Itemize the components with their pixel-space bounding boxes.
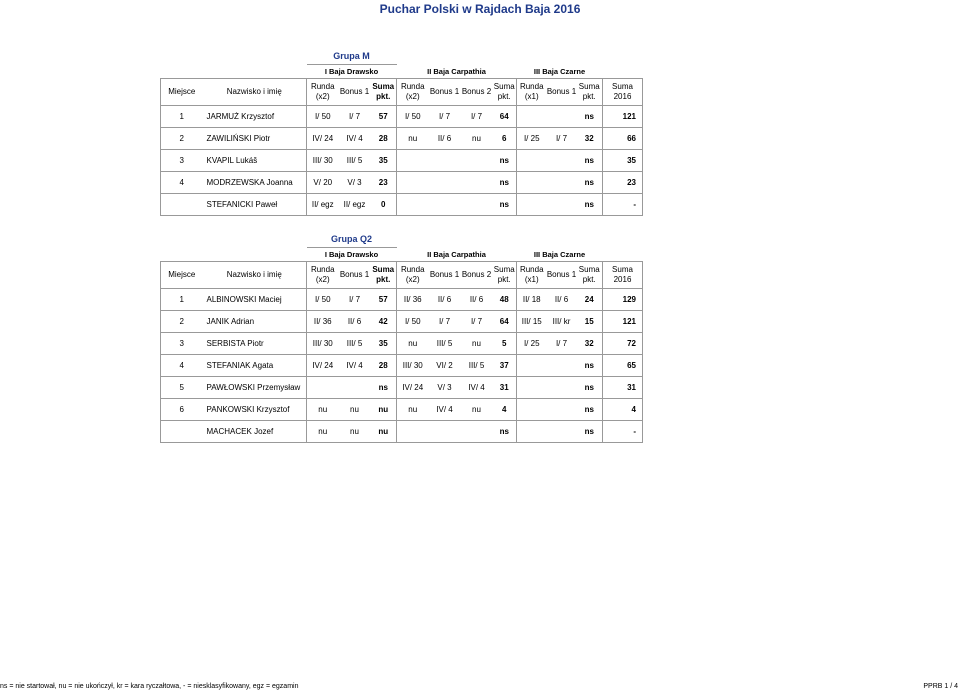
- driver-name: PAWŁOWSKI Przemysław: [203, 377, 307, 399]
- header-suma-3-line1: Suma: [578, 82, 600, 91]
- driver-name: PANKOWSKI Krzysztof: [203, 399, 307, 421]
- e2-runda: II/ 36: [397, 289, 429, 311]
- header-runda-1-line2: (x2): [315, 92, 330, 101]
- header-suma-3-line2: pkt.: [582, 275, 596, 284]
- e2-bonus2: IV/ 4: [461, 377, 493, 399]
- e2-bonus1: [429, 421, 461, 443]
- e3-suma: 15: [577, 311, 603, 333]
- e3-runda: [517, 399, 547, 421]
- e2-runda: nu: [397, 333, 429, 355]
- total-2016: 4: [603, 399, 643, 421]
- e2-bonus1: [429, 194, 461, 216]
- header-runda-1-line1: Runda: [310, 265, 335, 274]
- e2-runda: I/ 50: [397, 106, 429, 128]
- total-2016: 121: [603, 311, 643, 333]
- e3-bonus1: III/ kr: [547, 311, 577, 333]
- e2-suma: 64: [493, 106, 517, 128]
- header-runda-2-line1: Runda: [400, 265, 425, 274]
- event-row: [161, 248, 643, 262]
- e3-suma: ns: [577, 150, 603, 172]
- total-2016: 65: [603, 355, 643, 377]
- e2-bonus2: nu: [461, 399, 493, 421]
- e1-suma: 35: [371, 333, 397, 355]
- e1-suma: nu: [371, 399, 397, 421]
- place: 2: [161, 311, 203, 333]
- total-2016: 31: [603, 377, 643, 399]
- e3-suma: ns: [577, 194, 603, 216]
- header-runda-3-line1: Runda: [519, 82, 544, 91]
- table-row: [161, 311, 643, 333]
- e1-runda: IV/ 24: [307, 355, 339, 377]
- group-table-1: [160, 48, 643, 216]
- e3-runda: [517, 421, 547, 443]
- header-suma-2016: [603, 79, 643, 106]
- place: 3: [161, 333, 203, 355]
- header-suma-2016-line2: 2016: [613, 275, 632, 284]
- e3-runda: [517, 355, 547, 377]
- e1-runda: nu: [307, 421, 339, 443]
- driver-name: ZAWILIŃSKI Piotr: [203, 128, 307, 150]
- e1-runda: II/ egz: [307, 194, 339, 216]
- e1-suma: 42: [371, 311, 397, 333]
- header-runda-2: [397, 79, 429, 106]
- place: 5: [161, 377, 203, 399]
- header-suma-1: [371, 79, 397, 106]
- header-suma-2: [493, 79, 517, 106]
- header-suma-2-line2: pkt.: [497, 275, 511, 284]
- group-title: Grupa M: [307, 48, 397, 65]
- table-row: [161, 421, 643, 443]
- header-runda-1: [307, 79, 339, 106]
- e1-suma: 28: [371, 355, 397, 377]
- group-title: Grupa Q2: [307, 231, 397, 248]
- e2-bonus1: I/ 7: [429, 311, 461, 333]
- e2-bonus1: I/ 7: [429, 106, 461, 128]
- e3-bonus1: [547, 399, 577, 421]
- place: 3: [161, 150, 203, 172]
- header-bonus1-1: Bonus 1: [339, 79, 371, 106]
- header-suma-1-line1: Suma: [372, 265, 395, 274]
- driver-name: MACHACEK Jozef: [203, 421, 307, 443]
- e3-bonus1: [547, 377, 577, 399]
- e3-suma: 32: [577, 333, 603, 355]
- e1-runda: II/ 36: [307, 311, 339, 333]
- place: 2: [161, 128, 203, 150]
- table-row: [161, 172, 643, 194]
- e3-suma: ns: [577, 106, 603, 128]
- e1-runda: [307, 377, 339, 399]
- header-runda-3-line2: (x1): [524, 92, 539, 101]
- e2-suma: 31: [493, 377, 517, 399]
- e3-suma: ns: [577, 421, 603, 443]
- place: 4: [161, 172, 203, 194]
- e3-runda: II/ 18: [517, 289, 547, 311]
- event-name-2: II Baja Carpathia: [427, 249, 486, 259]
- driver-name: STEFANIAK Agata: [203, 355, 307, 377]
- header-suma-1-line2: pkt.: [376, 275, 391, 284]
- total-2016: -: [603, 421, 643, 443]
- total-2016: 121: [603, 106, 643, 128]
- e1-suma: 57: [371, 106, 397, 128]
- e1-suma: 23: [371, 172, 397, 194]
- e1-suma: 35: [371, 150, 397, 172]
- e2-bonus2: nu: [461, 128, 493, 150]
- event-name-3: III Baja Czarne: [533, 66, 586, 76]
- e2-bonus2: nu: [461, 333, 493, 355]
- e1-suma: 28: [371, 128, 397, 150]
- e1-suma: 0: [371, 194, 397, 216]
- e2-bonus1: III/ 5: [429, 333, 461, 355]
- header-suma-2016-line1: Suma: [612, 265, 633, 274]
- e1-runda: III/ 30: [307, 333, 339, 355]
- header-runda-3-line1: Runda: [519, 265, 544, 274]
- e1-bonus1: [339, 377, 371, 399]
- header-miejsce: Miejsce: [161, 262, 203, 289]
- table-row: [161, 377, 643, 399]
- e3-bonus1: [547, 355, 577, 377]
- e2-suma: 6: [493, 128, 517, 150]
- footer-legend: ns = nie startował, nu = nie ukończył, kr = kara ryczałtowa, - = niesklasyfikowany, egz = egzamin: [0, 683, 299, 690]
- header-suma-3: [577, 262, 603, 289]
- e1-suma: nu: [371, 421, 397, 443]
- header-runda-2-line2: (x2): [405, 92, 420, 101]
- driver-name: JARMUŻ Krzysztof: [203, 106, 307, 128]
- header-suma-2-line2: pkt.: [497, 92, 511, 101]
- header-bonus1-3: Bonus 1: [547, 79, 577, 106]
- e1-bonus1: I/ 7: [339, 106, 371, 128]
- e2-bonus1: VI/ 2: [429, 355, 461, 377]
- e3-runda: [517, 194, 547, 216]
- total-2016: 66: [603, 128, 643, 150]
- e3-suma: 32: [577, 128, 603, 150]
- header-name: Nazwisko i imię: [203, 79, 307, 106]
- header-bonus1-1: Bonus 1: [339, 262, 371, 289]
- event-name-1: I Baja Drawsko: [324, 67, 379, 76]
- e1-bonus1: I/ 7: [339, 289, 371, 311]
- total-2016: 129: [603, 289, 643, 311]
- header-suma-2-line1: Suma: [493, 265, 515, 274]
- e2-bonus2: I/ 7: [461, 311, 493, 333]
- header-bonus1-2: Bonus 1: [429, 79, 461, 106]
- header-suma-1-line1: Suma: [372, 82, 395, 91]
- e1-bonus1: II/ 6: [339, 311, 371, 333]
- driver-name: KVAPIL Lukáš: [203, 150, 307, 172]
- place: 1: [161, 289, 203, 311]
- e2-bonus2: [461, 194, 493, 216]
- header-suma-3-line1: Suma: [578, 265, 600, 274]
- header-bonus1-3: Bonus 1: [547, 262, 577, 289]
- e2-suma: ns: [493, 150, 517, 172]
- e2-runda: [397, 421, 429, 443]
- driver-name: JANIK Adrian: [203, 311, 307, 333]
- table-row: [161, 150, 643, 172]
- e2-runda: [397, 150, 429, 172]
- total-2016: 23: [603, 172, 643, 194]
- e3-suma: ns: [577, 377, 603, 399]
- e3-suma: ns: [577, 172, 603, 194]
- header-runda-2: [397, 262, 429, 289]
- e1-bonus1: IV/ 4: [339, 355, 371, 377]
- e1-runda: III/ 30: [307, 150, 339, 172]
- header-row: [161, 79, 643, 106]
- header-suma-2-line1: Suma: [493, 82, 515, 91]
- e1-runda: V/ 20: [307, 172, 339, 194]
- header-runda-3: [517, 262, 547, 289]
- e2-suma: ns: [493, 421, 517, 443]
- driver-name: SERBISTA Piotr: [203, 333, 307, 355]
- e1-runda: IV/ 24: [307, 128, 339, 150]
- page-number: PPRB 1 / 4: [923, 683, 958, 690]
- e3-bonus1: [547, 172, 577, 194]
- total-2016: -: [603, 194, 643, 216]
- e2-runda: nu: [397, 399, 429, 421]
- e2-bonus2: [461, 421, 493, 443]
- header-suma-2016-line2: 2016: [613, 92, 632, 101]
- e2-bonus2: I/ 7: [461, 106, 493, 128]
- e3-bonus1: I/ 7: [547, 128, 577, 150]
- header-runda-2-line1: Runda: [400, 82, 425, 91]
- place: 6: [161, 399, 203, 421]
- e3-runda: I/ 25: [517, 128, 547, 150]
- e2-runda: [397, 172, 429, 194]
- e1-suma: ns: [371, 377, 397, 399]
- place: 4: [161, 355, 203, 377]
- e1-bonus1: nu: [339, 399, 371, 421]
- driver-name: ALBINOWSKI Maciej: [203, 289, 307, 311]
- place: [161, 194, 203, 216]
- e2-bonus2: [461, 172, 493, 194]
- table-row: [161, 128, 643, 150]
- driver-name: STEFANICKI Paweł: [203, 194, 307, 216]
- table-row: [161, 106, 643, 128]
- e2-suma: ns: [493, 194, 517, 216]
- header-runda-1: [307, 262, 339, 289]
- e2-bonus2: III/ 5: [461, 355, 493, 377]
- e3-runda: [517, 377, 547, 399]
- event-name-3: III Baja Czarne: [533, 249, 586, 259]
- header-bonus2-2: Bonus 2: [461, 79, 493, 106]
- header-runda-3: [517, 79, 547, 106]
- e2-bonus1: II/ 6: [429, 128, 461, 150]
- event-name-1: I Baja Drawsko: [324, 250, 379, 259]
- page-title: Puchar Polski w Rajdach Baja 2016: [379, 2, 581, 16]
- e3-runda: [517, 150, 547, 172]
- e2-suma: 4: [493, 399, 517, 421]
- e1-runda: I/ 50: [307, 289, 339, 311]
- header-suma-2016: [603, 262, 643, 289]
- e2-runda: IV/ 24: [397, 377, 429, 399]
- e2-bonus1: [429, 150, 461, 172]
- driver-name: MODRZEWSKA Joanna: [203, 172, 307, 194]
- e1-bonus1: II/ egz: [339, 194, 371, 216]
- header-bonus1-2: Bonus 1: [429, 262, 461, 289]
- group-table-2: [160, 231, 643, 443]
- table-row: [161, 399, 643, 421]
- e1-bonus1: V/ 3: [339, 172, 371, 194]
- e3-runda: [517, 172, 547, 194]
- e1-bonus1: III/ 5: [339, 150, 371, 172]
- e2-bonus1: V/ 3: [429, 377, 461, 399]
- event-name-2: II Baja Carpathia: [427, 66, 486, 76]
- header-suma-3-line2: pkt.: [582, 92, 596, 101]
- e2-suma: 37: [493, 355, 517, 377]
- e3-suma: ns: [577, 355, 603, 377]
- e3-bonus1: [547, 150, 577, 172]
- header-runda-1-line2: (x2): [315, 275, 330, 284]
- e3-runda: III/ 15: [517, 311, 547, 333]
- e3-runda: [517, 106, 547, 128]
- e3-bonus1: [547, 194, 577, 216]
- table-row: [161, 333, 643, 355]
- total-2016: 72: [603, 333, 643, 355]
- e1-runda: nu: [307, 399, 339, 421]
- table-row: [161, 289, 643, 311]
- header-name: Nazwisko i imię: [203, 262, 307, 289]
- place: [161, 421, 203, 443]
- e3-suma: ns: [577, 399, 603, 421]
- group-title-row: [161, 48, 643, 65]
- e3-runda: I/ 25: [517, 333, 547, 355]
- header-suma-1-line2: pkt.: [376, 92, 391, 101]
- header-suma-3: [577, 79, 603, 106]
- e1-bonus1: IV/ 4: [339, 128, 371, 150]
- e2-runda: [397, 194, 429, 216]
- e2-runda: I/ 50: [397, 311, 429, 333]
- header-suma-2016-line1: Suma: [612, 82, 633, 91]
- header-bonus2-2: Bonus 2: [461, 262, 493, 289]
- table-row: [161, 355, 643, 377]
- e2-bonus2: [461, 150, 493, 172]
- e1-runda: I/ 50: [307, 106, 339, 128]
- e3-bonus1: [547, 421, 577, 443]
- event-row: [161, 65, 643, 79]
- e2-bonus1: [429, 172, 461, 194]
- header-suma-1: [371, 262, 397, 289]
- e2-bonus1: II/ 6: [429, 289, 461, 311]
- e2-bonus1: IV/ 4: [429, 399, 461, 421]
- e3-bonus1: [547, 106, 577, 128]
- e1-bonus1: III/ 5: [339, 333, 371, 355]
- header-row: [161, 262, 643, 289]
- e2-suma: ns: [493, 172, 517, 194]
- header-runda-3-line2: (x1): [524, 275, 539, 284]
- e2-bonus2: II/ 6: [461, 289, 493, 311]
- e3-suma: 24: [577, 289, 603, 311]
- header-miejsce: Miejsce: [161, 79, 203, 106]
- table-row: [161, 194, 643, 216]
- e2-suma: 5: [493, 333, 517, 355]
- place: 1: [161, 106, 203, 128]
- header-suma-2: [493, 262, 517, 289]
- e2-suma: 48: [493, 289, 517, 311]
- e1-bonus1: nu: [339, 421, 371, 443]
- e2-suma: 64: [493, 311, 517, 333]
- group-title-row: [161, 231, 643, 248]
- e2-runda: nu: [397, 128, 429, 150]
- e2-runda: III/ 30: [397, 355, 429, 377]
- e3-bonus1: II/ 6: [547, 289, 577, 311]
- header-runda-2-line2: (x2): [405, 275, 420, 284]
- total-2016: 35: [603, 150, 643, 172]
- header-runda-1-line1: Runda: [310, 82, 335, 91]
- e1-suma: 57: [371, 289, 397, 311]
- e3-bonus1: I/ 7: [547, 333, 577, 355]
